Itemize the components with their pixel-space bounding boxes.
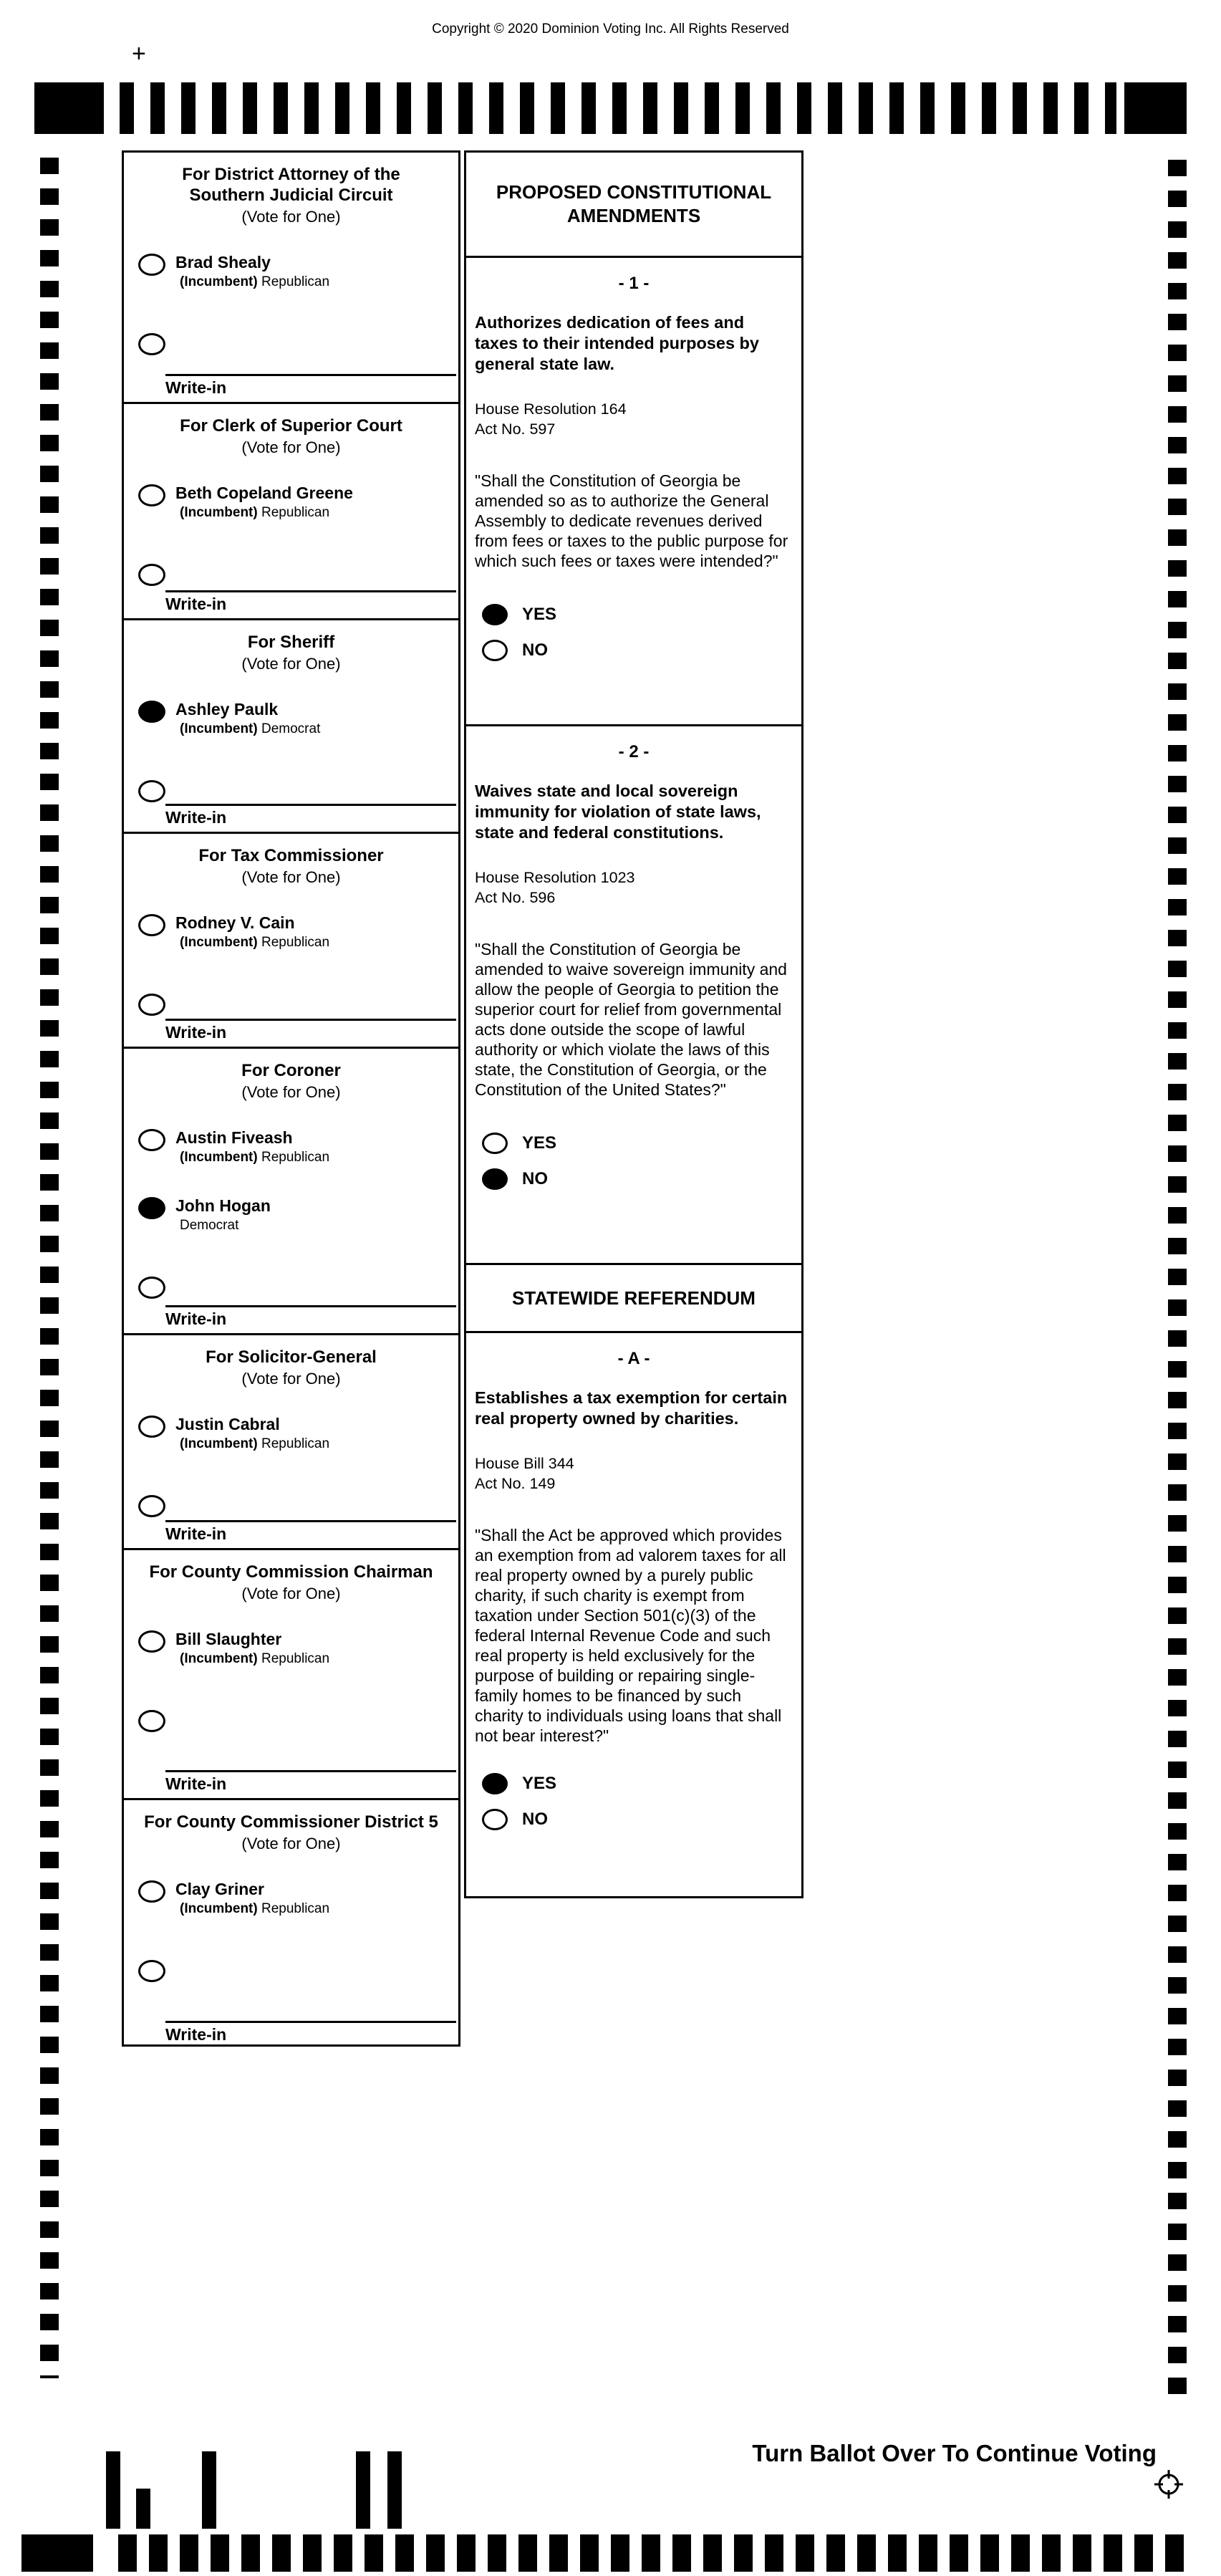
option-oval[interactable] [138,1416,165,1438]
ballot-id-bar [136,2489,150,2529]
candidate-party: Democrat [180,1218,239,1233]
measure-summary: Authorizes dedication of fees and taxes to their intended purposes by general state law. [475,313,759,373]
write-in-option [138,1960,458,1982]
contest-district-attorney [124,153,458,402]
candidate-party: Democrat [261,721,321,736]
write-in-oval[interactable] [138,1495,165,1517]
write-in-option [138,333,458,355]
contest-title: For County Commissioner District 5 [144,1812,438,1832]
amendments-header: PROPOSED CONSTITUTIONAL AMENDMENTS [466,153,801,258]
candidate-name: Beth Copeland Greene [175,484,353,502]
option-oval[interactable] [138,1197,165,1219]
candidate-option [138,1416,458,1452]
candidate-name: Brad Shealy [175,253,271,271]
write-in-label: Write-in [165,1309,227,1328]
measure-act: Act No. 597 [475,420,556,438]
vote-for-instruction: (Vote for One) [241,1083,341,1101]
option-oval[interactable] [138,254,165,276]
measure-bill: House Bill 344 [475,1455,574,1472]
measure-amendment-2 [466,724,801,1263]
timing-marks-top [120,82,1116,134]
option-oval[interactable] [138,701,165,723]
write-in-option [138,1710,458,1732]
candidate-option [138,1197,458,1234]
no-oval[interactable] [482,1168,508,1190]
contest-solicitor-general [124,1333,458,1548]
timing-block-top-left [34,82,104,134]
yes-oval[interactable] [482,1773,508,1794]
measure-amendment-1 [466,258,801,724]
registration-plus-icon: + [132,40,146,67]
write-in-oval[interactable] [138,1277,165,1299]
measure-summary: Waives state and local sovereign immunity for violation of state laws, state and federal constitutions. [475,782,761,842]
measure-act: Act No. 149 [475,1475,556,1492]
timing-marks-bottom [118,2534,1189,2572]
no-oval[interactable] [482,640,508,661]
measure-referendum-a [466,1333,801,1898]
timing-marks-right [1168,160,1187,2400]
contest-county-commission-chairman [124,1548,458,1798]
write-in-label: Write-in [165,378,227,397]
option-oval[interactable] [138,914,165,936]
yes-option [482,604,801,625]
contest-title: For Tax Commissioner [198,846,384,865]
registration-target-icon [1152,2467,1186,2501]
contest-column [122,150,460,2047]
yes-oval[interactable] [482,1133,508,1154]
write-in-oval[interactable] [138,994,165,1016]
yes-oval[interactable] [482,604,508,625]
candidate-incumbent: (Incumbent) [180,1150,258,1165]
candidate-option [138,254,458,290]
ballot-id-bar [202,2451,216,2529]
candidate-party: Republican [261,935,330,950]
vote-for-instruction: (Vote for One) [241,1370,341,1388]
timing-block-bottom-left [21,2534,93,2572]
write-in-option [138,1495,458,1517]
measure-question: "Shall the Act be approved which provides an exemption from ad valorem taxes for all real property owned by a purely public charity, if such charity is exempt from taxation under Section 501(c)(3) of the federal Internal Revenue Code and such real property is held exclusively for the purpose of building or repairing single-family homes to be financed by such charity to individuals using loans that shall not bear interest?" [475,1526,786,1745]
turn-ballot-over-text: Turn Ballot Over To Continue Voting [752,2440,1157,2466]
candidate-incumbent: (Incumbent) [180,1651,258,1666]
write-in-oval[interactable] [138,564,165,586]
measure-summary: Establishes a tax exemption for certain real property owned by charities. [475,1388,788,1428]
ballot-id-text: 50 [386,2477,398,2489]
measures-column [464,150,803,1898]
candidate-name: Ashley Paulk [175,700,279,719]
write-in-label: Write-in [165,595,227,613]
candidate-incumbent: (Incumbent) [180,935,258,950]
option-oval[interactable] [138,1129,165,1151]
option-oval[interactable] [138,1880,165,1903]
write-in-label: Write-in [165,1774,227,1793]
candidate-incumbent: (Incumbent) [180,1436,258,1451]
measure-number: - 2 - [618,742,650,761]
contest-sheriff [124,618,458,832]
candidate-name: Rodney V. Cain [175,913,295,932]
contest-clerk-superior-court [124,402,458,618]
measure-question: "Shall the Constitution of Georgia be amended so as to authorize the General Assembly to dedicate revenues derived from fees or taxes to the public purpose for which such fees or taxes were intended?" [475,471,788,570]
write-in-oval[interactable] [138,1960,165,1982]
no-option [482,1168,801,1190]
contest-title: For Sheriff [247,633,335,652]
ballot-id-bar [106,2451,120,2529]
write-in-label: Write-in [165,1023,227,1042]
candidate-party: Republican [261,1150,330,1165]
candidate-party: Republican [261,1901,330,1916]
yes-label: YES [522,1133,557,1153]
measure-number: - 1 - [618,274,650,293]
candidate-name: Justin Cabral [175,1415,280,1433]
option-oval[interactable] [138,1630,165,1653]
contest-title: For Clerk of Superior Court [180,416,402,436]
no-option [482,1809,801,1830]
referendum-header: STATEWIDE REFERENDUM [466,1263,801,1333]
ballot-id-bar [356,2451,370,2529]
candidate-incumbent: (Incumbent) [180,1901,258,1916]
vote-for-instruction: (Vote for One) [241,208,341,226]
candidate-option [138,1880,458,1917]
candidate-party: Republican [261,274,330,289]
yes-label: YES [522,605,557,624]
write-in-option [138,780,458,802]
write-in-label: Write-in [165,808,227,827]
timing-marks-left [40,158,59,2378]
no-oval[interactable] [482,1809,508,1830]
candidate-option [138,484,458,521]
no-label: NO [522,1810,548,1829]
ballot-id-bar [387,2451,402,2529]
candidate-party: Republican [261,1436,330,1451]
measure-number: - A - [617,1349,650,1368]
vote-for-instruction: (Vote for One) [241,1585,341,1602]
candidate-party: Republican [261,1651,330,1666]
candidate-incumbent: (Incumbent) [180,721,258,736]
vote-for-instruction: (Vote for One) [241,655,341,673]
candidate-incumbent: (Incumbent) [180,505,258,520]
vote-for-instruction: (Vote for One) [241,1835,341,1852]
timing-block-top-right [1124,82,1187,134]
write-in-option [138,564,458,586]
write-in-oval[interactable] [138,333,165,355]
candidate-name: John Hogan [175,1196,271,1215]
yes-option [482,1133,801,1154]
vote-for-instruction: (Vote for One) [241,868,341,886]
yes-option [482,1773,801,1794]
contest-coroner [124,1047,458,1333]
write-in-oval[interactable] [138,780,165,802]
candidate-name: Clay Griner [175,1880,264,1898]
vote-for-instruction: (Vote for One) [241,438,341,456]
write-in-label: Write-in [165,1524,227,1543]
no-label: NO [522,640,548,660]
candidate-option [138,1630,458,1667]
candidate-incumbent: (Incumbent) [180,274,258,289]
measure-question: "Shall the Constitution of Georgia be amended to waive sovereign immunity and allow the people of Georgia to petition the superior court for relief from governmental acts done outside the scope of lawful authority or which violate the laws of this state, the Constitution of Georgia, or the Constitution of the United States?" [475,940,787,1099]
candidate-party: Republican [261,505,330,520]
contest-title: For District Attorney of the Southern Judicial Circuit [182,165,400,205]
candidate-name: Austin Fiveash [175,1128,293,1147]
measure-bill: House Resolution 1023 [475,869,635,886]
write-in-oval[interactable] [138,1710,165,1732]
contest-title: For Solicitor-General [206,1347,377,1367]
write-in-label: Write-in [165,2025,227,2044]
option-oval[interactable] [138,484,165,506]
contest-title: For Coroner [241,1061,341,1080]
yes-label: YES [522,1774,557,1793]
measure-bill: House Resolution 164 [475,400,627,418]
measure-act: Act No. 596 [475,889,556,906]
candidate-option [138,914,458,951]
contest-title: For County Commission Chairman [149,1562,433,1582]
candidate-name: Bill Slaughter [175,1630,282,1648]
no-option [482,640,801,661]
no-label: NO [522,1169,548,1188]
write-in-option [138,994,458,1016]
write-in-option [138,1277,458,1299]
contest-tax-commissioner [124,832,458,1047]
candidate-option [138,1129,458,1166]
candidate-option [138,701,458,737]
copyright-text: Copyright © 2020 Dominion Voting Inc. All Rights Reserved [432,21,789,37]
contest-county-commissioner-district-5 [124,1798,458,2047]
